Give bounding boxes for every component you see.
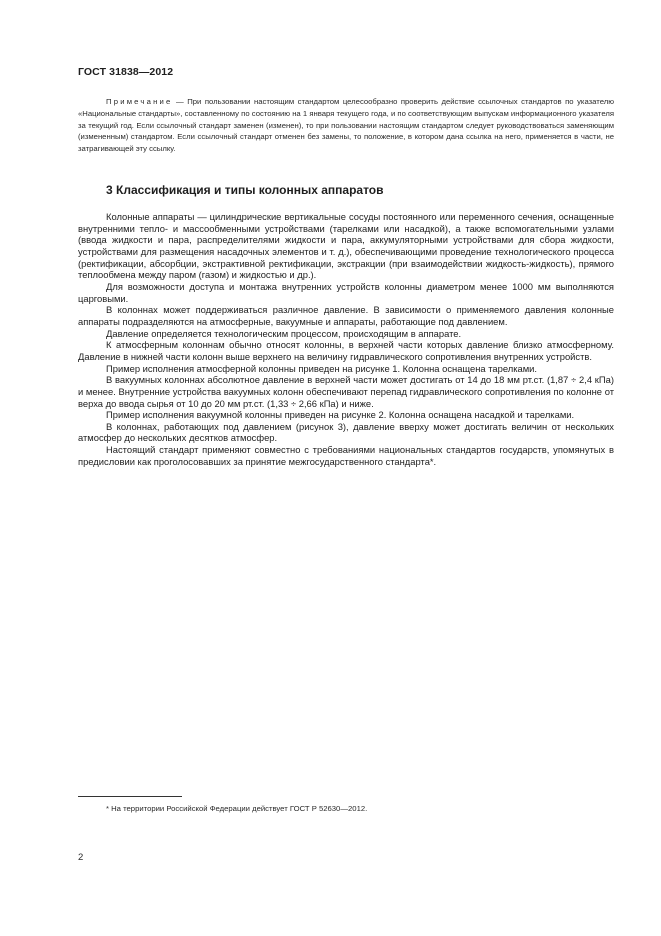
footnote-divider	[78, 796, 182, 797]
page-number: 2	[78, 852, 84, 863]
body-paragraph: В колоннах, работающих под давлением (рисунок 3), давление вверху может достигать величин от нескольких атмосфер до нескольких десятков атмосфер.	[78, 420, 614, 444]
section-title: 3 Классификация и типы колонных аппаратов	[106, 183, 384, 197]
body-paragraph: Настоящий стандарт применяют совместно с требованиями национальных стандартов государств, упомянутых в предисловии как проголосовавших за принятие межгосударственного стандарта*.	[78, 444, 614, 467]
body-paragraph: В колоннах может поддерживаться различное давление. В зависимости о применяемого давления колонные аппараты подразделяются на атмосферные, вакуумные и аппараты, работающие под давлением.	[78, 304, 614, 327]
body-paragraph: К атмосферным колоннам обычно относят колонны, в верхней части которых давление близко атмосферному. Давление в нижней части колонн выше верхнего на величину гидравлического сопротивления внутренних устройств.	[78, 339, 614, 362]
note-label: Примечание	[106, 97, 173, 106]
body-paragraph: Пример исполнения атмосферной колонны приведен на рисунке 1. Колонна оснащена тарелками.	[106, 362, 538, 374]
body-paragraph: Пример исполнения вакуумной колонны приведен на рисунке 2. Колонна оснащена насадкой и тарелками.	[106, 409, 575, 421]
body-paragraph: Давление определяется технологическим процессом, происходящим в аппарате.	[106, 327, 462, 339]
body-paragraph: Для возможности доступа и монтажа внутренних устройств колонны диаметром менее 1000 мм выполняются царговыми.	[78, 280, 614, 304]
body-paragraph: В вакуумных колоннах абсолютное давление в верхней части может достигать от 14 до 18 мм рт.ст. (1,87 ÷ 2,4 кПа) и менее. Внутренние устройства вакуумных колонн обеспечивают перепад гидравлического сопротивления по колонне от верха до ввода сырья от 10 до 20 мм рт.ст. (1,33 ÷ 2,66 кПа) и ниже.	[78, 374, 614, 409]
body-paragraph: Колонные аппараты — цилиндрические вертикальные сосуды постоянного или переменного сечения, оснащенные внутренними тепло- и массообменными устройствами (тарелками или насадкой), а также вспомогательными узлами (ввода жидкости и пара, распределителями жидкости и пара, аккумуляторными устройствами для сбора жидкости, устройствами для размещения насадочных элементов и т. д.), обеспечивающими проведение технологического процесса (ректификации, абсорбции, экстрактивной ректификации, экстракции (при взаимодействии жидкость-жидкость), прямого теплообмена между паром (газом) и жидкостью и др.).	[78, 211, 614, 281]
note-text: — При пользовании настоящим стандартом целесообразно проверить действие ссылочных стандартов по указателю «Национальные стандарты», составленному по состоянию на 1 января текущего года, и по соответствующим выпускам информационного указателя за текущий год. Если ссылочный стандарт заменен (изменен), то при пользовании настоящим стандартом следует руководствоваться заменяющим (измененным) стандартом. Если ссылочный стандарт отменен без замены, то положение, в котором дана ссылка на него, применяется в части, не затрагивающей эту ссылку.	[78, 97, 614, 154]
document-header: ГОСТ 31838—2012	[78, 66, 174, 78]
note-paragraph	[78, 96, 614, 155]
footnote: * На территории Российской Федерации действует ГОСТ Р 52630—2012.	[106, 804, 368, 813]
section-body	[78, 211, 614, 467]
